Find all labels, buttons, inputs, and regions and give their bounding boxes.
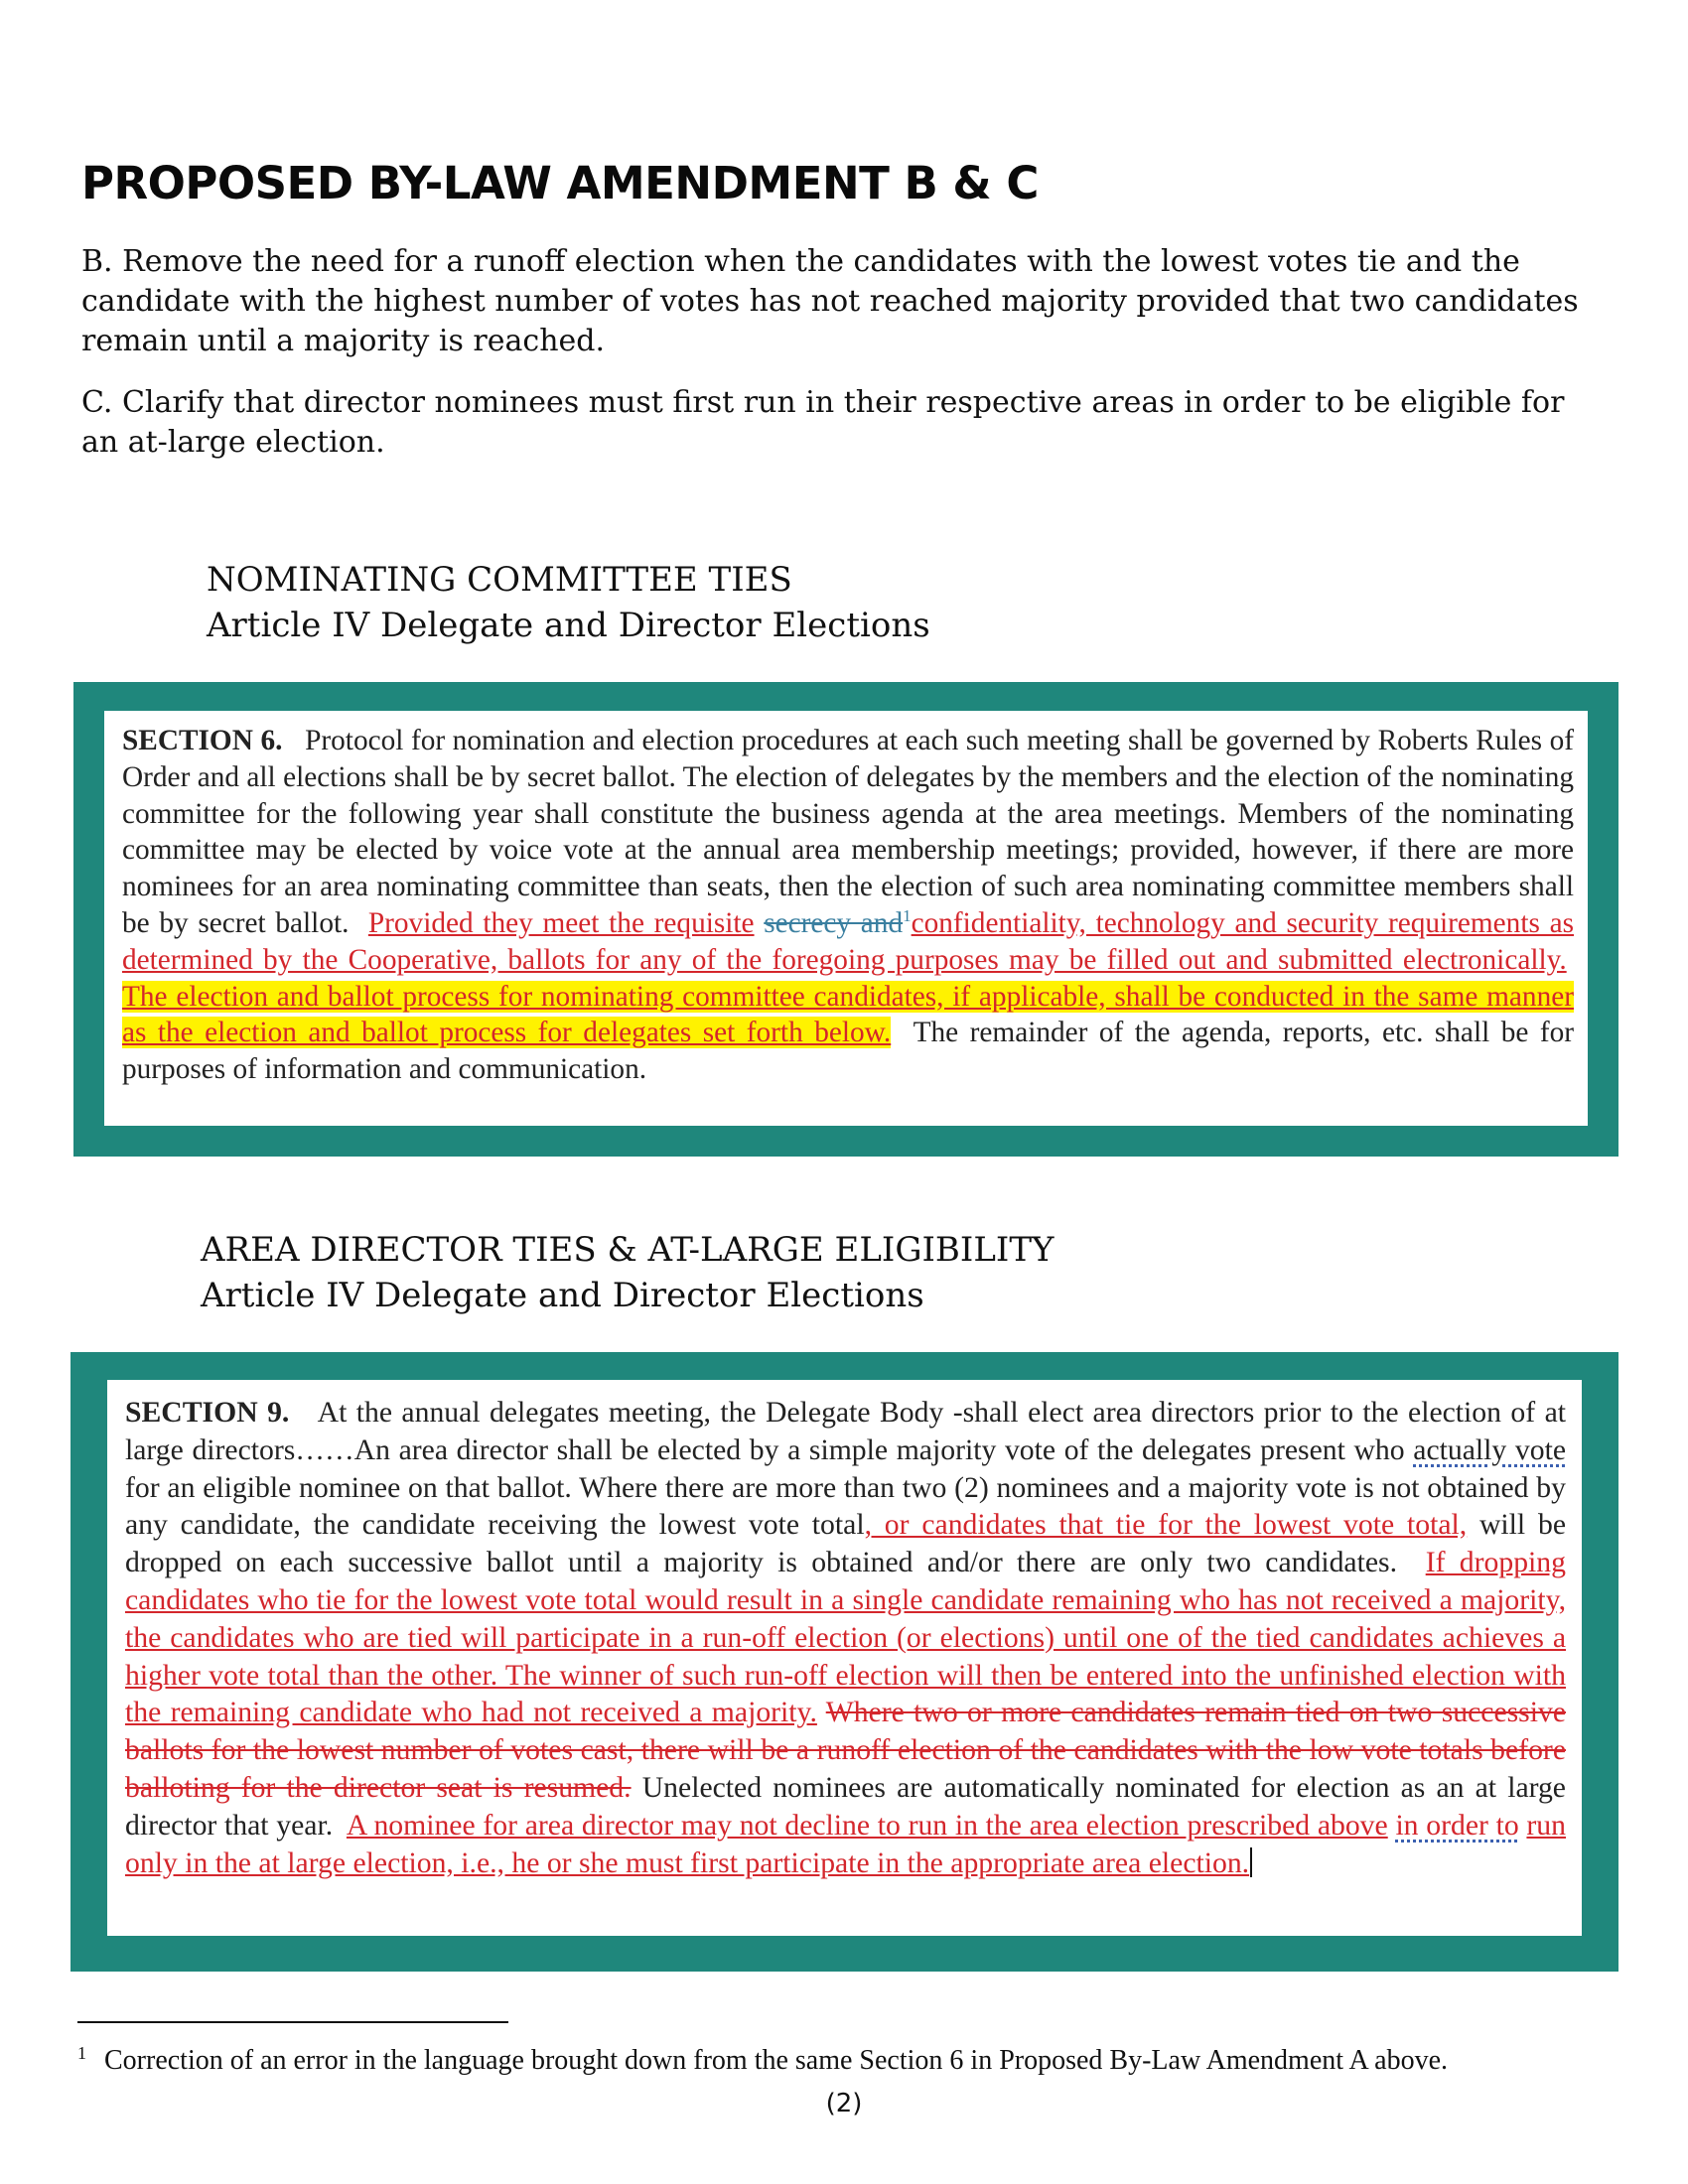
section6-insertion-1: Provided they meet the requisite bbox=[367, 906, 755, 939]
section6-body: Protocol for nomination and election procedures at each such meeting shall be governed by Roberts Rules of Order and all elections shall be by secret ballot. The election of delegates by the members and the election of the nominating committee for the following year shall constitute the business agenda at the area meetings. Members of the nominating committee may be elected by voice vote at the annual area membership meetings; provided, however, if there are more nominees for an area nominating committee than seats, then the election of such area nominating committee members shall be by secret ballot. bbox=[122, 725, 1574, 939]
section9-heading-title: AREA DIRECTOR TIES & AT-LARGE ELIGIBILITY bbox=[201, 1230, 1055, 1270]
section6-label: SECTION 6. bbox=[122, 725, 283, 756]
section9-body-3: will be dropped on each successive ballot until a majority is obtained and/or there are only two candidates. bbox=[125, 1509, 1566, 1579]
section9-insertion-1: , or candidates that tie for the lowest vote total, bbox=[864, 1509, 1468, 1542]
amendment-c: C. Clarify that director nominees must first run in their respective areas in order to be eligible for an at-large election. bbox=[81, 385, 1565, 460]
footnote-number: 1 bbox=[77, 2042, 86, 2063]
section6-text-panel bbox=[104, 711, 1588, 1126]
section9-insertion-2: If dropping candidates who tie for the lowest vote total would result in a single candidate remaining who has not received a majority, the candidates who are tied will participate in a run-off election (or elections) until one of the tied candidates achieves a higher vote total than the other. The winner of such run-off election will then be entered into the unfinished election with the remaining candidate who had not received a majority. bbox=[125, 1547, 1566, 1729]
text-cursor bbox=[1250, 1847, 1252, 1877]
section9-insertion-3a: A nominee for area director may not decline to run in the area election prescribed above bbox=[346, 1809, 1388, 1842]
section9-heading-article: Article IV Delegate and Director Elections bbox=[201, 1276, 924, 1315]
section9-heading bbox=[201, 1227, 1054, 1318]
page-title: PROPOSED BY-LAW AMENDMENT B & C bbox=[81, 157, 1039, 209]
section9-insertion-3c: run only in the at large election, i.e., he or she must first participate in the appropriate area election. bbox=[125, 1809, 1566, 1879]
section6-heading bbox=[207, 557, 930, 648]
section9-insertion-3b: in order to bbox=[1395, 1809, 1519, 1842]
section9-text-panel bbox=[107, 1380, 1582, 1936]
section9-frame bbox=[70, 1352, 1618, 1972]
section9-body-1: At the annual delegates meeting, the Delegate Body -shall elect area directors prior to the election of at large directors……An area director shall be elected by a simple majority vote of the delegates present who bbox=[125, 1397, 1567, 1466]
section6-frame bbox=[73, 682, 1618, 1157]
section6-heading-article: Article IV Delegate and Director Elections bbox=[207, 606, 930, 645]
footnote-text: Correction of an error in the language brought down from the same Section 6 in Proposed By-Law Amendment A above. bbox=[104, 2045, 1449, 2076]
footnote-divider bbox=[77, 2021, 508, 2023]
footnote bbox=[77, 2044, 1626, 2078]
section6-highlighted-insertion: The election and ballot process for nominating committee candidates, if applicable, shall be conducted in the same manner as the election and ballot process for delegates set forth below. bbox=[122, 980, 1574, 1049]
section6-deletion-1: secrecy and bbox=[764, 906, 904, 939]
section9-dotted-phrase: actually vote bbox=[1413, 1433, 1567, 1466]
section6-heading-title: NOMINATING COMMITTEE TIES bbox=[207, 560, 792, 600]
section9-label: SECTION 9. bbox=[125, 1397, 290, 1429]
section9-body-2: for an eligible nominee on that ballot. Where there are more than two (2) nominees and a majority vote is not obtained by any candidate, the candidate receiving the lowest vote total bbox=[125, 1471, 1566, 1542]
section6-insertion-2: confidentiality, technology and security requirements as determined by the Cooperative, ballots for any of the foregoing purposes may be filled out and submitted electronically. bbox=[122, 906, 1574, 976]
section9-deletion: Where two or more candidates remain tied on two successive ballots for the lowest number of votes cast, there will be a runoff election of the candidates with the low vote totals before balloting for the director seat is resumed. bbox=[125, 1697, 1566, 1804]
footnote-reference[interactable]: 1 bbox=[903, 906, 912, 926]
section6-tail: The remainder of the agenda, reports, etc. shall be for purposes of information and communication. bbox=[122, 1017, 1574, 1086]
page-number: (2) bbox=[825, 2089, 863, 2118]
amendment-b: B. Remove the need for a runoff election when the candidates with the lowest votes tie and the candidate with the highest number of votes has not reached majority provided that two candidates remain until a majority is reached. bbox=[81, 244, 1579, 358]
section9-body-4: Unelected nominees are automatically nominated for election as an at large director that year. bbox=[125, 1771, 1566, 1842]
